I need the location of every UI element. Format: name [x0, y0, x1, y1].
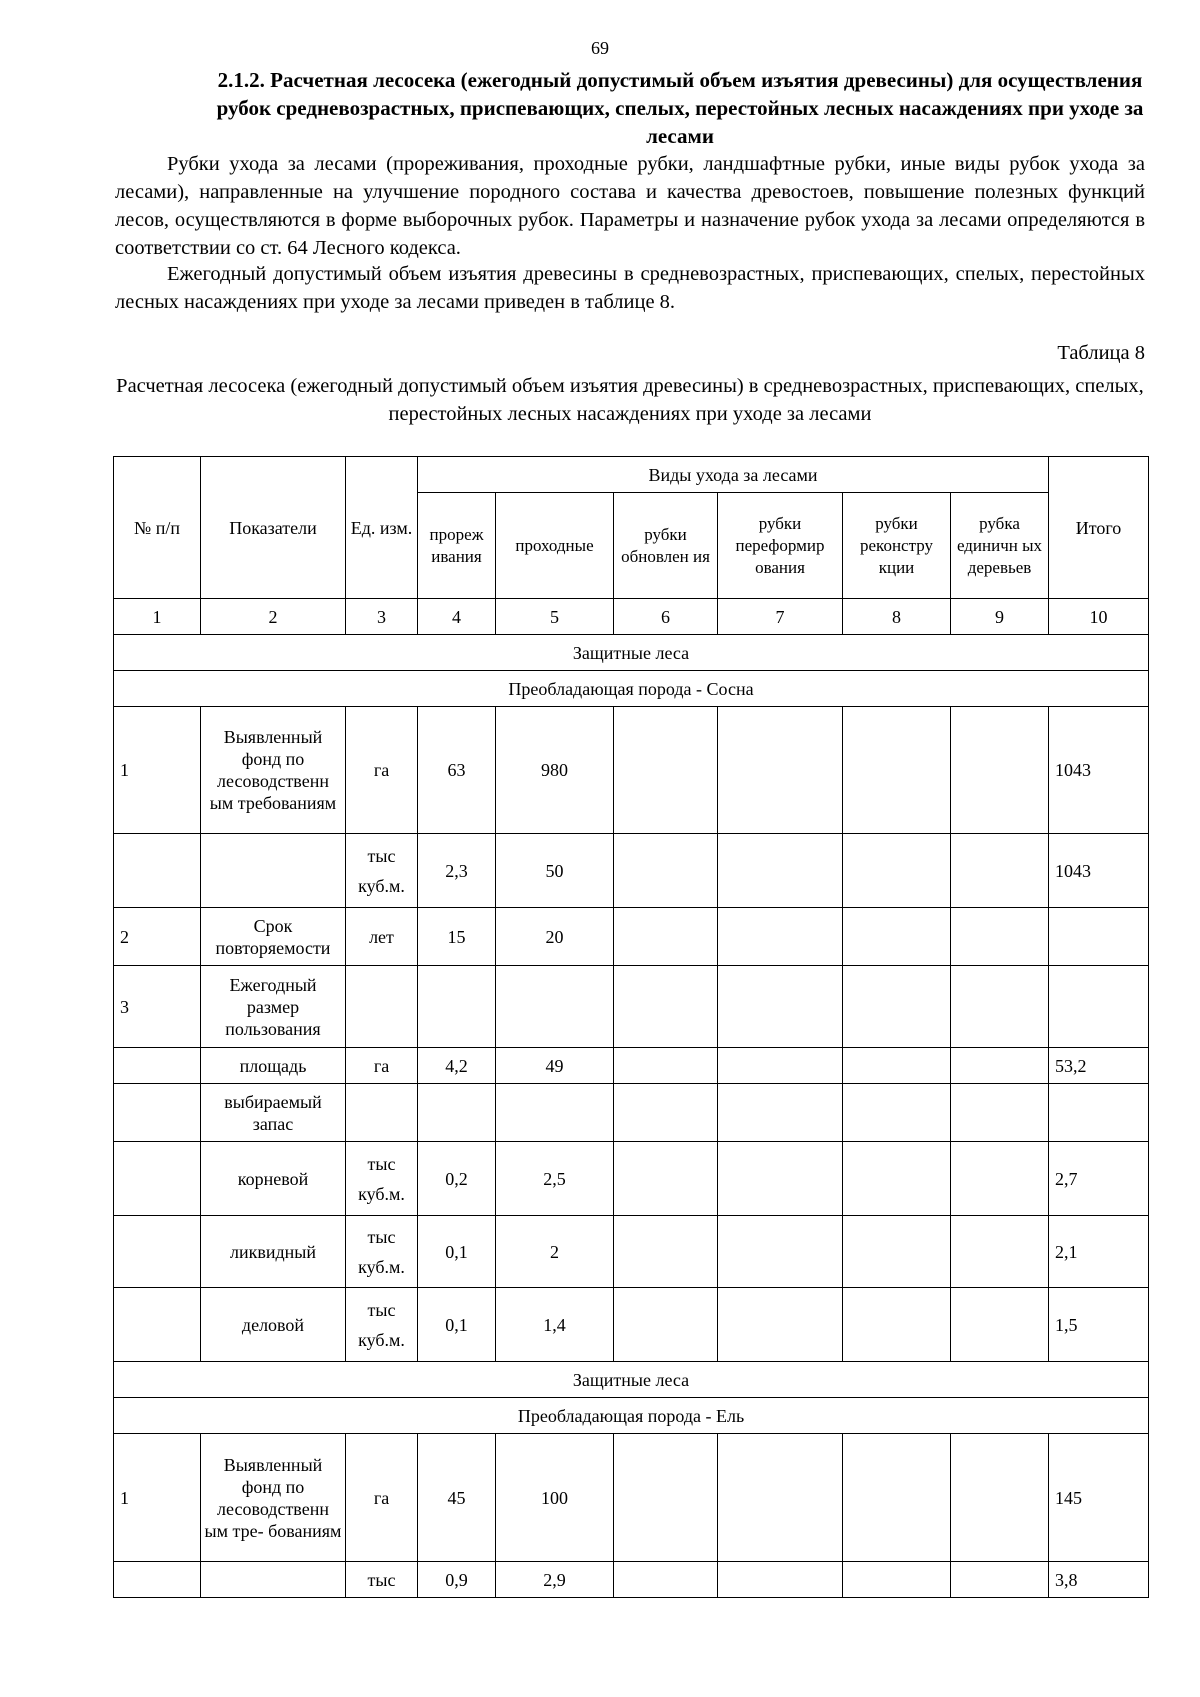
header-c6: рубки обновлен ия [614, 493, 718, 599]
row-c5 [496, 966, 614, 1048]
row-c5: 50 [496, 834, 614, 908]
row-total: 145 [1049, 1434, 1149, 1562]
species-row [114, 671, 1149, 707]
row-c4: 0,1 [418, 1288, 496, 1362]
header-row [114, 457, 1149, 493]
row-c4 [418, 966, 496, 1048]
row-unit [346, 966, 418, 1048]
row-total: 1,5 [1049, 1288, 1149, 1362]
row-c4: 4,2 [418, 1048, 496, 1084]
row-label [201, 1562, 346, 1598]
row-num: 3 [114, 966, 201, 1048]
col-number: 4 [418, 599, 496, 635]
header-c4: прореж ивания [418, 493, 496, 599]
row-label [201, 834, 346, 908]
table-row [114, 966, 1149, 1048]
table-row [114, 834, 1149, 908]
row-c5: 100 [496, 1434, 614, 1562]
row-label: Выявленный фонд по лесоводственн ым требованиям [201, 707, 346, 834]
table-row [114, 1434, 1149, 1562]
page-number: 69 [591, 38, 609, 58]
row-c4: 0,2 [418, 1142, 496, 1216]
table-row [114, 1562, 1149, 1598]
row-num [114, 1288, 201, 1362]
section-title: Защитные леса [114, 1362, 1149, 1398]
paragraph-1 [115, 150, 1145, 262]
row-num [114, 1084, 201, 1142]
row-c5: 49 [496, 1048, 614, 1084]
table-row [114, 908, 1149, 966]
row-c4: 0,9 [418, 1562, 496, 1598]
species-row [114, 1398, 1149, 1434]
col-number: 3 [346, 599, 418, 635]
row-unit: тыс [346, 1562, 418, 1598]
section-heading: 2.1.2. Расчетная лесосека (ежегодный допустимый объем изъятия древесины) для осуществления рубок средневозрастных, приспевающих, спелых, перестойных лесных насаждениях при уходе за лесами [216, 68, 1144, 148]
row-unit [346, 1084, 418, 1142]
row-label: деловой [201, 1288, 346, 1362]
row-label: Ежегодный размер пользования [201, 966, 346, 1048]
col-number: 8 [843, 599, 951, 635]
row-total: 1043 [1049, 707, 1149, 834]
row-c5: 980 [496, 707, 614, 834]
header-num: № п/п [114, 457, 201, 599]
row-unit: тыс куб.м. [346, 1142, 418, 1216]
section-title-row [114, 635, 1149, 671]
col-number: 2 [201, 599, 346, 635]
row-total [1049, 966, 1149, 1048]
row-label: Выявленный фонд по лесоводственн ым тре- бованиям [201, 1434, 346, 1562]
table-row [114, 1216, 1149, 1288]
paragraph-1-text: Рубки ухода за лесами (прореживания, проходные рубки, ландшафтные рубки, иные виды рубок ухода за лесами), направленные на улучшение породного состава и качества древостоев, повышение полезных функций лесов, осуществляются в форме выборочных рубок. Параметры и назначение рубок ухода за лесами определяются в соответствии со ст. 64 Лесного кодекса. [115, 153, 1145, 259]
row-c4: 0,1 [418, 1216, 496, 1288]
header-c5: проходные [496, 493, 614, 599]
table-label: Таблица 8 [1057, 342, 1145, 364]
row-c4: 63 [418, 707, 496, 834]
col-number: 6 [614, 599, 718, 635]
header-total: Итого [1049, 457, 1149, 599]
row-c4: 2,3 [418, 834, 496, 908]
table-caption: Расчетная лесосека (ежегодный допустимый объем изъятия древесины) в средневозрастных, приспевающих, спелых, перестойных лесных насаждениях при уходе за лесами [116, 375, 1144, 425]
header-c8: рубки реконстру кции [843, 493, 951, 599]
row-label: площадь [201, 1048, 346, 1084]
row-total: 2,7 [1049, 1142, 1149, 1216]
col-number: 9 [951, 599, 1049, 635]
row-label: ликвидный [201, 1216, 346, 1288]
table-row [114, 1288, 1149, 1362]
row-num [114, 1562, 201, 1598]
table-row [114, 707, 1149, 834]
row-c5: 1,4 [496, 1288, 614, 1362]
row-num [114, 834, 201, 908]
row-total: 2,1 [1049, 1216, 1149, 1288]
row-unit: га [346, 1048, 418, 1084]
row-unit: тыс куб.м. [346, 1216, 418, 1288]
row-num [114, 1142, 201, 1216]
row-total [1049, 1084, 1149, 1142]
table-row [114, 1142, 1149, 1216]
row-label: Срок повторяемости [201, 908, 346, 966]
row-c5: 20 [496, 908, 614, 966]
row-total [1049, 908, 1149, 966]
row-unit: лет [346, 908, 418, 966]
section-title-row [114, 1362, 1149, 1398]
paragraph-2 [115, 260, 1145, 316]
col-number: 5 [496, 599, 614, 635]
row-num: 1 [114, 1434, 201, 1562]
row-num: 2 [114, 908, 201, 966]
row-total: 3,8 [1049, 1562, 1149, 1598]
row-c5: 2 [496, 1216, 614, 1288]
row-c4: 45 [418, 1434, 496, 1562]
row-c5 [496, 1084, 614, 1142]
col-number: 7 [718, 599, 843, 635]
row-total: 53,2 [1049, 1048, 1149, 1084]
row-unit: га [346, 707, 418, 834]
row-c5: 2,9 [496, 1562, 614, 1598]
header-c9: рубка единичн ых деревьев [951, 493, 1049, 599]
row-c4: 15 [418, 908, 496, 966]
header-c7: рубки переформир ования [718, 493, 843, 599]
row-c5: 2,5 [496, 1142, 614, 1216]
row-unit: га [346, 1434, 418, 1562]
section-title: Защитные леса [114, 635, 1149, 671]
col-number: 10 [1049, 599, 1149, 635]
row-total: 1043 [1049, 834, 1149, 908]
row-unit: тыс куб.м. [346, 1288, 418, 1362]
table-row [114, 1048, 1149, 1084]
row-num [114, 1048, 201, 1084]
header-indicators: Показатели [201, 457, 346, 599]
paragraph-2-text: Ежегодный допустимый объем изъятия древесины в средневозрастных, приспевающих, спелых, перестойных лесных насаждениях при уходе за лесами приведен в таблице 8. [115, 263, 1145, 313]
row-label: выбираемый запас [201, 1084, 346, 1142]
header-unit: Ед. изм. [346, 457, 418, 599]
species-title: Преобладающая порода - Сосна [114, 671, 1149, 707]
row-unit: тыс куб.м. [346, 834, 418, 908]
species-title: Преобладающая порода - Ель [114, 1398, 1149, 1434]
col-number: 1 [114, 599, 201, 635]
table-row [114, 1084, 1149, 1142]
row-num [114, 1216, 201, 1288]
row-num: 1 [114, 707, 201, 834]
header-group: Виды ухода за лесами [418, 457, 1049, 493]
row-c4 [418, 1084, 496, 1142]
data-table [113, 456, 1149, 1598]
column-number-row [114, 599, 1149, 635]
row-label: корневой [201, 1142, 346, 1216]
